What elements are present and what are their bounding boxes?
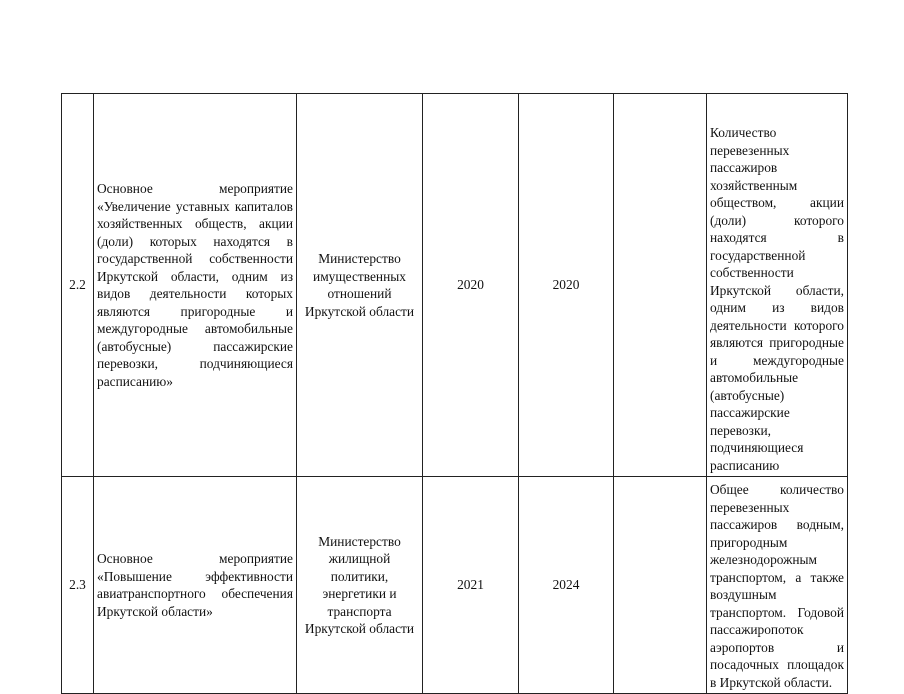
row-number: 2.3 — [62, 477, 94, 694]
responsible-ministry: Министерство имущественных отношений Иркутской области — [297, 94, 423, 477]
end-year: 2020 — [519, 94, 614, 477]
start-year: 2021 — [423, 477, 519, 694]
program-table — [61, 93, 848, 694]
responsible-ministry: Министерство жилищной политики, энергетики и транспорта Иркутской области — [297, 477, 423, 694]
end-year: 2024 — [519, 477, 614, 694]
start-year: 2020 — [423, 94, 519, 477]
indicator-description: Общее количество перевезенных пассажиров водным, пригородным железнодорожным транспортом, а также воздушным транспортом. Годовой пассажиропоток аэропортов и посадочных площадок в Иркутской области. — [707, 477, 848, 694]
table-row — [62, 477, 848, 694]
indicator-description: Количество перевезенных пассажиров хозяйственным обществом, акции (доли) которого находятся в государственной собственности Иркутской области, одним из видов деятельности которого являются пригородные и междугородные автомобильные (автобусные) пассажирские перевозки, подчиняющиеся расписанию — [707, 94, 848, 477]
row-number: 2.2 — [62, 94, 94, 477]
activity-description: Основное мероприятие «Увеличение уставных капиталов хозяйственных обществ, акции (доли) которых находятся в государственной собственности Иркутской области, одним из видов деятельности которых являются пригородные и междугородные автомобильные (автобусные) пассажирские перевозки, подчиняющиеся расписанию» — [94, 94, 297, 477]
empty-cell — [614, 94, 707, 477]
table-row — [62, 94, 848, 477]
empty-cell — [614, 477, 707, 694]
activity-description: Основное мероприятие «Повышение эффективности авиатранспортного обеспечения Иркутской области» — [94, 477, 297, 694]
